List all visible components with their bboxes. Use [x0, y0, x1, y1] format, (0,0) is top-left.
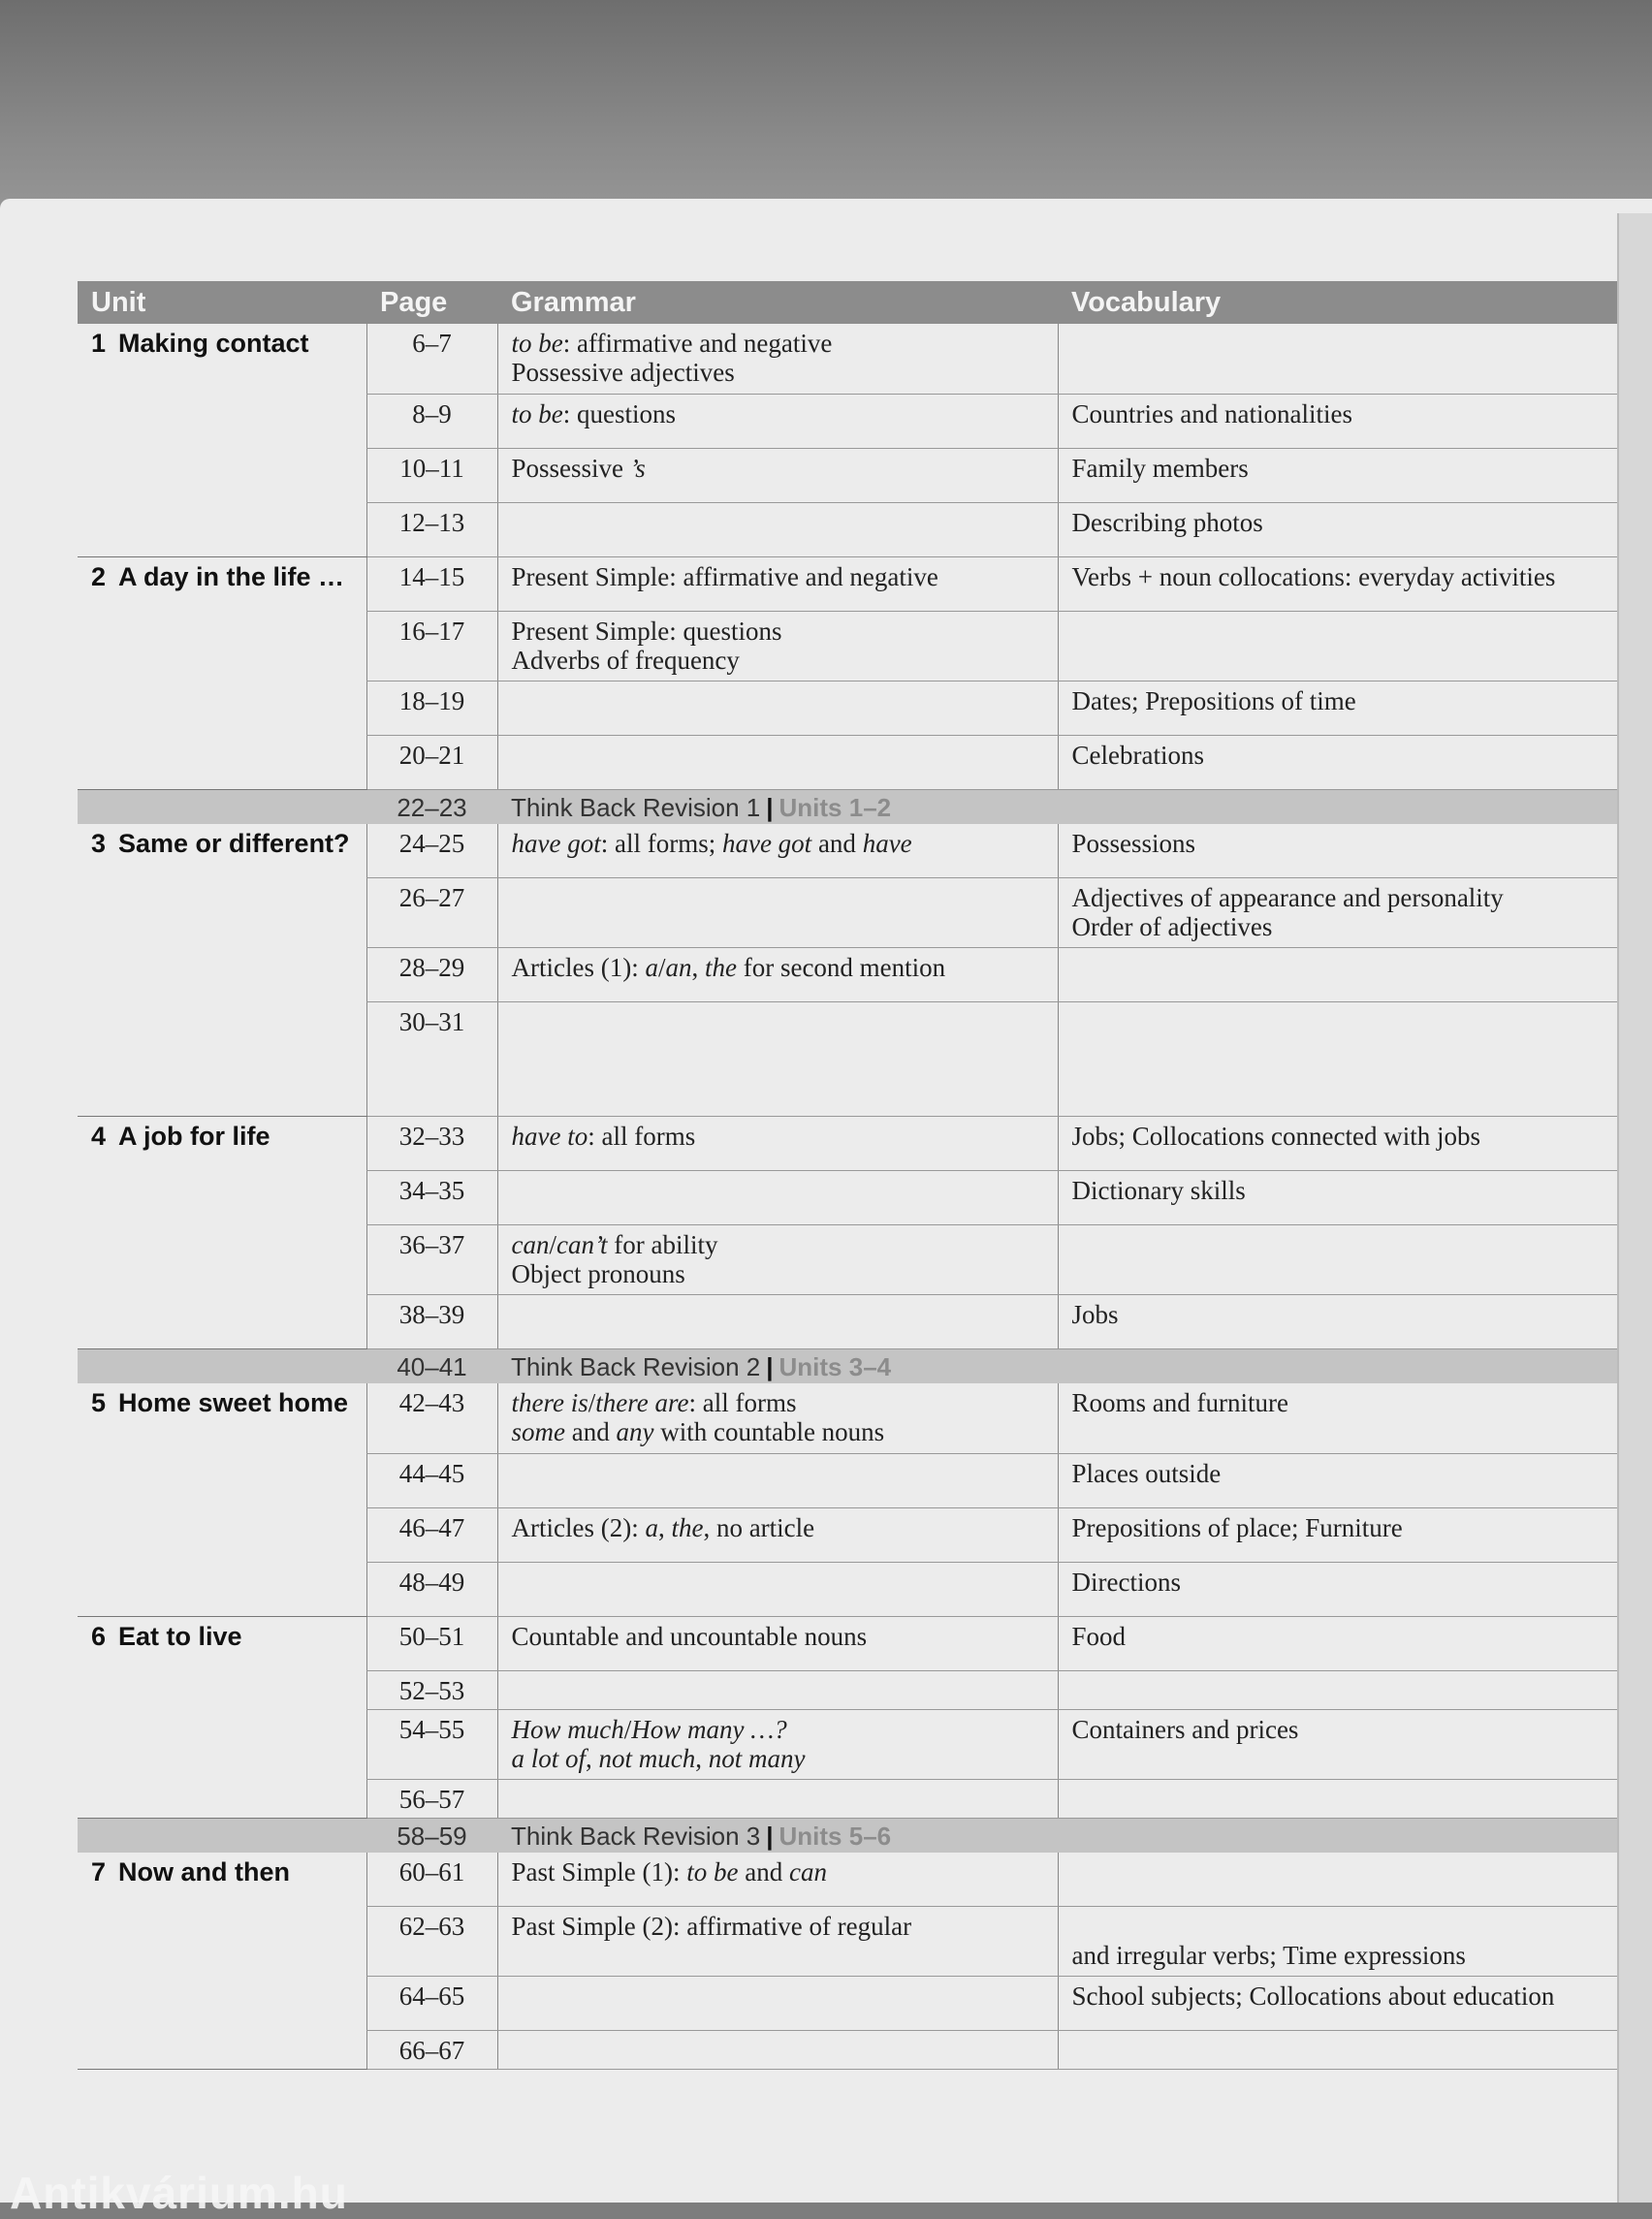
- page-range: 42–43: [366, 1383, 497, 1453]
- grammar-cell: [497, 502, 1058, 556]
- unit-title: [78, 824, 366, 1117]
- vocabulary-cell: [1058, 1853, 1617, 1907]
- vocabulary-cell: [1058, 1670, 1617, 1709]
- page-range: 30–31: [366, 1002, 497, 1117]
- page-range: 26–27: [366, 878, 497, 948]
- table-row: [78, 324, 1617, 394]
- vocabulary-line: Jobs: [1071, 1300, 1119, 1329]
- header-page: Page: [366, 281, 497, 324]
- grammar-cell: [497, 1709, 1058, 1779]
- page-range: 64–65: [366, 1977, 497, 2031]
- page-range: 24–25: [366, 824, 497, 878]
- grammar-line: [512, 686, 1044, 715]
- grammar-line: there is/there are: all forms: [511, 1388, 797, 1417]
- grammar-line: [512, 1568, 1044, 1597]
- vocabulary-cell: [1058, 1225, 1617, 1295]
- vocabulary-cell: [1058, 1453, 1617, 1507]
- desk-background: [0, 0, 1652, 233]
- vocabulary-line: Containers and prices: [1071, 1714, 1299, 1744]
- vocabulary-line: Countries and nationalities: [1071, 398, 1352, 428]
- vocabulary-cell: [1058, 1977, 1617, 2031]
- page-range: 62–63: [366, 1907, 497, 1977]
- revision-row: [78, 1818, 1617, 1853]
- vocabulary-cell: [1058, 394, 1617, 448]
- revision-title: Think Back Revision 3: [511, 1821, 761, 1851]
- unit-number: 3: [91, 828, 107, 858]
- vocabulary-line: Adjectives of appearance and personality: [1071, 883, 1504, 912]
- vocabulary-cell: [1058, 1907, 1617, 1977]
- unit-name: Eat to live: [118, 1621, 242, 1651]
- vocabulary-cell: [1058, 1383, 1617, 1453]
- vocabulary-cell: [1058, 735, 1617, 789]
- header-unit: Unit: [78, 281, 366, 324]
- grammar-cell: [497, 1295, 1058, 1349]
- page-range: 36–37: [366, 1225, 497, 1295]
- revision-label: [497, 1818, 1617, 1853]
- grammar-line: How much/How many …?: [511, 1714, 787, 1744]
- page-range: 48–49: [366, 1562, 497, 1616]
- vocabulary-cell: [1058, 502, 1617, 556]
- vocabulary-cell: [1058, 1117, 1617, 1171]
- grammar-cell: [497, 324, 1058, 394]
- vocabulary-cell: [1058, 448, 1617, 502]
- page-range: 60–61: [366, 1853, 497, 1907]
- page-range: 6–7: [366, 324, 497, 394]
- grammar-line: have to: all forms: [511, 1122, 696, 1151]
- grammar-cell: [497, 1171, 1058, 1225]
- grammar-cell: [497, 1383, 1058, 1453]
- vocabulary-line: [1072, 1230, 1604, 1259]
- table-row: [78, 1117, 1617, 1171]
- vocabulary-cell: [1058, 948, 1617, 1002]
- vocabulary-line: Order of adjectives: [1071, 912, 1273, 941]
- grammar-cell: [497, 394, 1058, 448]
- grammar-line: [512, 883, 1044, 912]
- header-vocabulary: Vocabulary: [1058, 281, 1617, 324]
- vocabulary-cell: [1058, 878, 1617, 948]
- vocabulary-cell: [1058, 1616, 1617, 1670]
- grammar-line: [512, 1981, 1044, 2011]
- vocabulary-line: School subjects; Collocations about education: [1071, 1981, 1555, 2011]
- grammar-cell: [497, 556, 1058, 611]
- watermark: Antikvárium.hu: [10, 2168, 348, 2218]
- unit-title: [78, 1853, 366, 2070]
- page-range: 18–19: [366, 681, 497, 735]
- next-page-edge: [1617, 213, 1652, 2203]
- grammar-line: have got: all forms; have got and have: [511, 828, 912, 858]
- grammar-cell: [497, 1453, 1058, 1507]
- unit-name: Same or different?: [118, 828, 350, 858]
- vocabulary-line: Jobs; Collocations connected with jobs: [1071, 1122, 1480, 1151]
- revision-label: [497, 1349, 1617, 1384]
- grammar-cell: [497, 1853, 1058, 1907]
- table-row: [78, 824, 1617, 878]
- page-range: 56–57: [366, 1779, 497, 1818]
- grammar-line: [512, 1676, 1044, 1705]
- revision-row: [78, 1349, 1617, 1384]
- revision-title: Think Back Revision 1: [511, 792, 761, 822]
- unit-title: [78, 324, 366, 556]
- grammar-line: [512, 1176, 1044, 1205]
- vocabulary-line: [1072, 953, 1604, 982]
- page-range: 44–45: [366, 1453, 497, 1507]
- vocabulary-line: and irregular verbs; Time expressions: [1071, 1941, 1466, 1970]
- unit-name: A day in the life …: [118, 561, 345, 591]
- vocabulary-line: Describing photos: [1071, 507, 1263, 537]
- grammar-cell: [497, 611, 1058, 681]
- grammar-line: [512, 741, 1044, 770]
- unit-title: [78, 1383, 366, 1616]
- page-range: 32–33: [366, 1117, 497, 1171]
- revision-unit-cell: [78, 1818, 366, 1853]
- vocabulary-line: [1072, 1676, 1604, 1705]
- grammar-line: [512, 1459, 1044, 1488]
- page-range: 16–17: [366, 611, 497, 681]
- vocabulary-line: Dictionary skills: [1071, 1176, 1246, 1205]
- grammar-line: Past Simple (1): to be and can: [511, 1856, 827, 1886]
- revision-separator: |: [766, 1352, 774, 1381]
- revision-unit-cell: [78, 789, 366, 824]
- table-header-row: [78, 281, 1617, 324]
- vocabulary-cell: [1058, 1171, 1617, 1225]
- grammar-line: Object pronouns: [511, 1259, 685, 1288]
- revision-title: Think Back Revision 2: [511, 1352, 761, 1381]
- grammar-cell: [497, 1002, 1058, 1117]
- grammar-line: Countable and uncountable nouns: [511, 1621, 868, 1651]
- vocabulary-line: Dates; Prepositions of time: [1071, 685, 1356, 715]
- unit-name: Home sweet home: [118, 1388, 349, 1417]
- vocabulary-cell: [1058, 611, 1617, 681]
- vocabulary-line: [1072, 1912, 1604, 1941]
- vocabulary-cell: [1058, 2031, 1617, 2070]
- grammar-line: Possessive adjectives: [511, 358, 735, 387]
- unit-name: Making contact: [118, 329, 309, 358]
- vocabulary-cell: [1058, 1295, 1617, 1349]
- grammar-line: [512, 508, 1044, 537]
- grammar-line: [512, 1007, 1044, 1036]
- page-range: 12–13: [366, 502, 497, 556]
- grammar-line: some and any with countable nouns: [511, 1417, 885, 1446]
- grammar-cell: [497, 1562, 1058, 1616]
- grammar-cell: [497, 824, 1058, 878]
- page-range: 38–39: [366, 1295, 497, 1349]
- vocabulary-cell: [1058, 1002, 1617, 1117]
- grammar-line: a lot of, not much, not many: [511, 1743, 806, 1773]
- grammar-cell: [497, 681, 1058, 735]
- header-grammar: Grammar: [497, 281, 1058, 324]
- revision-label: [497, 789, 1617, 824]
- grammar-line: Present Simple: questions: [511, 616, 782, 646]
- grammar-cell: [497, 878, 1058, 948]
- grammar-line: to be: affirmative and negative: [511, 329, 833, 358]
- revision-units: Units 3–4: [778, 1352, 892, 1381]
- unit-title: [78, 1117, 366, 1349]
- grammar-cell: [497, 1507, 1058, 1562]
- revision-page: 22–23: [366, 789, 497, 824]
- grammar-line: to be: questions: [511, 398, 677, 428]
- vocabulary-cell: [1058, 556, 1617, 611]
- grammar-line: [512, 1300, 1044, 1329]
- vocabulary-line: [1072, 2036, 1604, 2065]
- page-range: 52–53: [366, 1670, 497, 1709]
- vocabulary-line: Food: [1071, 1621, 1127, 1651]
- page-range: 10–11: [366, 448, 497, 502]
- page-range: 46–47: [366, 1507, 497, 1562]
- vocabulary-cell: [1058, 824, 1617, 878]
- vocabulary-line: Family members: [1071, 453, 1249, 483]
- unit-name: A job for life: [118, 1122, 270, 1151]
- grammar-cell: [497, 2031, 1058, 2070]
- grammar-cell: [497, 1670, 1058, 1709]
- page-range: 50–51: [366, 1616, 497, 1670]
- unit-number: 4: [91, 1122, 107, 1151]
- revision-row: [78, 789, 1617, 824]
- vocabulary-line: Directions: [1071, 1567, 1181, 1597]
- vocabulary-line: [1072, 329, 1604, 358]
- table-row: [78, 1853, 1617, 1907]
- vocabulary-cell: [1058, 324, 1617, 394]
- page-range: 54–55: [366, 1709, 497, 1779]
- page-range: 28–29: [366, 948, 497, 1002]
- grammar-cell: [497, 735, 1058, 789]
- grammar-line: Past Simple (2): affirmative of regular: [511, 1912, 912, 1941]
- contents-table: [78, 281, 1617, 2070]
- revision-units: Units 1–2: [778, 792, 892, 822]
- grammar-line: Possessive ’s: [511, 453, 646, 483]
- vocabulary-line: Prepositions of place; Furniture: [1071, 1512, 1403, 1542]
- revision-page: 58–59: [366, 1818, 497, 1853]
- unit-number: 5: [91, 1388, 107, 1417]
- table-row: [78, 1383, 1617, 1453]
- grammar-line: Articles (1): a/an, the for second mention: [511, 953, 946, 982]
- revision-separator: |: [766, 792, 774, 822]
- unit-number: 1: [91, 329, 107, 358]
- table-row: [78, 556, 1617, 611]
- page-range: 34–35: [366, 1171, 497, 1225]
- grammar-cell: [497, 1907, 1058, 1977]
- revision-units: Units 5–6: [778, 1821, 892, 1851]
- grammar-cell: [497, 1977, 1058, 2031]
- page-range: 20–21: [366, 735, 497, 789]
- vocabulary-cell: [1058, 1507, 1617, 1562]
- unit-number: 7: [91, 1856, 107, 1886]
- vocabulary-cell: [1058, 1562, 1617, 1616]
- vocabulary-line: [1072, 1785, 1604, 1814]
- vocabulary-line: [1072, 1857, 1604, 1886]
- table-row: [78, 1616, 1617, 1670]
- vocabulary-cell: [1058, 681, 1617, 735]
- revision-page: 40–41: [366, 1349, 497, 1384]
- vocabulary-line: Rooms and furniture: [1071, 1388, 1288, 1417]
- grammar-line: can/can’t for ability: [511, 1230, 718, 1259]
- vocabulary-line: [1072, 1007, 1604, 1036]
- grammar-cell: [497, 1616, 1058, 1670]
- unit-number: 6: [91, 1621, 107, 1651]
- grammar-cell: [497, 1225, 1058, 1295]
- vocabulary-cell: [1058, 1709, 1617, 1779]
- vocabulary-line: [1072, 617, 1604, 646]
- vocabulary-line: Places outside: [1071, 1458, 1222, 1488]
- grammar-cell: [497, 448, 1058, 502]
- grammar-line: [512, 2036, 1044, 2065]
- unit-name: Now and then: [118, 1856, 290, 1886]
- grammar-line: Adverbs of frequency: [511, 645, 740, 675]
- contents-body: [78, 324, 1617, 2070]
- unit-title: [78, 556, 366, 789]
- grammar-line: Present Simple: affirmative and negative: [511, 561, 938, 591]
- vocabulary-line: Possessions: [1071, 828, 1196, 858]
- revision-separator: |: [766, 1821, 774, 1851]
- vocabulary-line: Verbs + noun collocations: everyday activities: [1071, 561, 1556, 591]
- unit-title: [78, 1616, 366, 1818]
- grammar-line: Articles (2): a, the, no article: [511, 1512, 815, 1542]
- vocabulary-line: Celebrations: [1071, 740, 1204, 770]
- grammar-cell: [497, 1117, 1058, 1171]
- grammar-cell: [497, 948, 1058, 1002]
- unit-number: 2: [91, 561, 107, 591]
- page-range: 8–9: [366, 394, 497, 448]
- grammar-line: [512, 1785, 1044, 1814]
- revision-unit-cell: [78, 1349, 366, 1384]
- grammar-cell: [497, 1779, 1058, 1818]
- page-range: 14–15: [366, 556, 497, 611]
- page-range: 66–67: [366, 2031, 497, 2070]
- vocabulary-cell: [1058, 1779, 1617, 1818]
